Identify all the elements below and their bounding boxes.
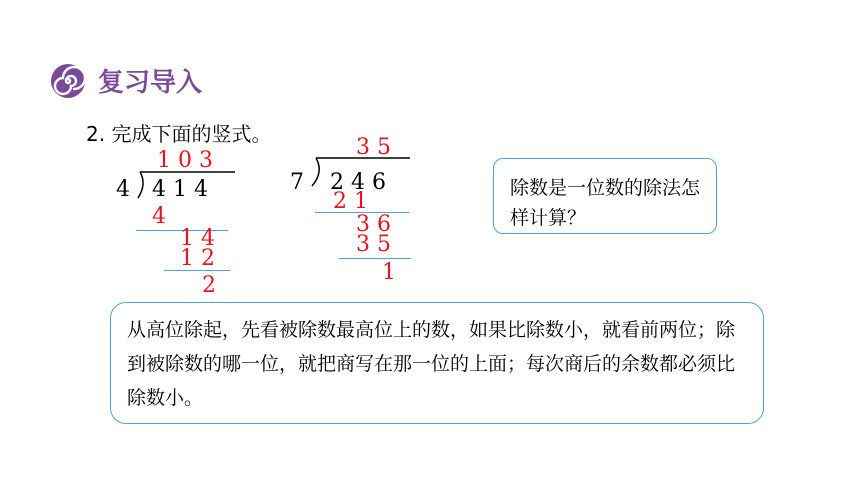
summary-note: 从高位除起，先看被除数最高位上的数，如果比除数小，就看前两位；除到被除数的哪一位，就把商写在那一位的上面；每次商后的余数都必须比除数小。 [110,302,764,424]
dividend-2: 2 4 6 [330,170,386,195]
quotient-2: 3 5 [356,135,391,160]
step-2-1: 2 1 [333,189,368,214]
step-1-1: 4 [152,204,166,229]
step-2-4: 1 [382,260,396,285]
divisor-2: 7 [290,170,304,195]
dividend-1: 4 1 4 [152,177,208,202]
question-note: 除数是一位数的除法怎样计算？ [493,158,717,234]
header-title: 复习导入 [98,68,203,98]
section-header [50,62,202,99]
step-1-4: 2 [202,273,216,298]
step-2-2: 3 6 [356,212,391,237]
step-1-3: 1 2 [180,246,215,271]
swirl-icon [50,63,86,99]
step-1-2: 1 4 [180,226,215,251]
divider-line [164,270,230,271]
divider-line [339,258,411,259]
question-text: 2. 完成下面的竖式。 [86,122,272,146]
divisor-1: 4 [116,177,130,202]
quotient-1: 1 0 3 [157,148,213,173]
step-2-3: 3 5 [356,232,391,257]
